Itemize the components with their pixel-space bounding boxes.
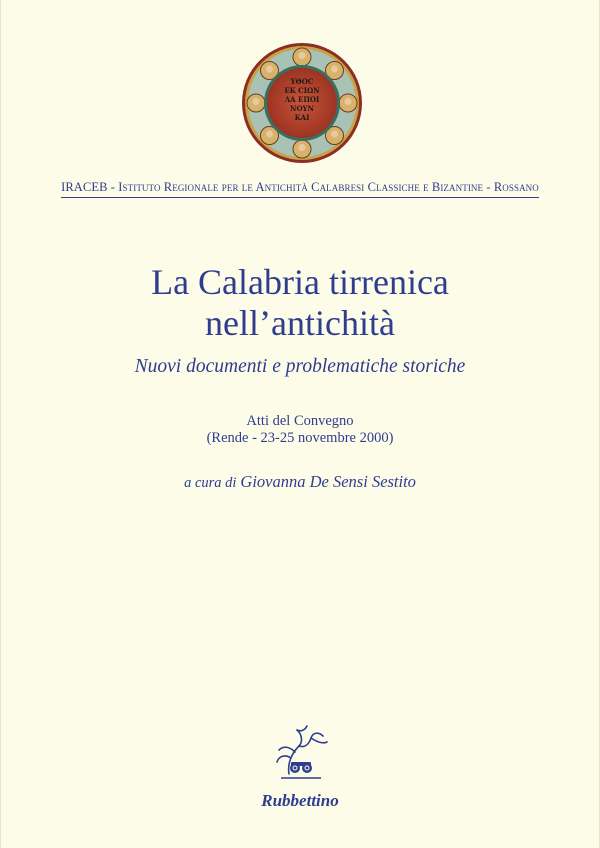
book-subtitle: Nuovi documenti e problematiche storiche [134,356,466,377]
publisher-logo-icon [269,722,333,786]
publisher-name: Rubbettino [261,791,339,810]
editor-prefix: a cura di [184,475,237,491]
inscription-line: ΕΚ CIΩN [284,86,320,95]
editor-name: Giovanna De Sensi Sestito [240,472,416,491]
title-line-1: La Calabria tirrenica [151,262,449,302]
proceedings-line-1: Atti del Convegno [246,413,354,429]
institute-abbr: IRACEB [61,180,108,194]
editor-credit [1,472,599,492]
inscription-line: ΝΟΥΝ [290,104,314,113]
inscription-line: YΘΟC [290,77,314,86]
inscription-line: ΛΑ ΕΠΟΙ [284,95,320,104]
inscription-line: ΚΑΙ [294,113,310,122]
proceedings-line-2: (Rende - 23-25 novembre 2000) [206,430,394,446]
title-line-2: nell’antichità [205,303,395,343]
book-title [1,262,599,344]
institute-full-name: Istituto Regionale per le Antichità Calabresi Classiche e Bizantine - Rossano [118,180,539,194]
institute-line: IRACEB - Istituto Regionale per le Antichità Calabresi Classiche e Bizantine - Rossano [1,180,599,198]
proceedings-info [1,413,599,447]
byzantine-medallion-image [241,42,363,164]
